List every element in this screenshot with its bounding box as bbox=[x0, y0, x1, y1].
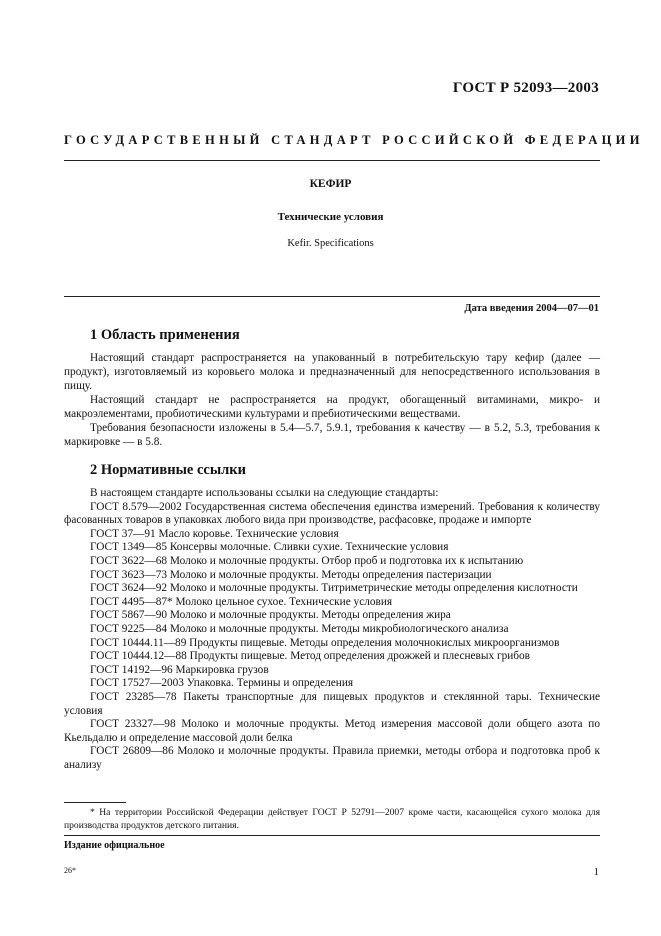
state-standard-title: ГОСУДАРСТВЕННЫЙ СТАНДАРТ РОССИЙСКОЙ ФЕДЕРАЦИИ bbox=[64, 133, 644, 147]
document-code: ГОСТ Р 52093—2003 bbox=[452, 80, 599, 96]
header-divider bbox=[64, 160, 600, 161]
reference-item: ГОСТ 1349—85 Консервы молочные. Сливки сухие. Технические условия bbox=[90, 541, 449, 554]
footnote-divider bbox=[64, 802, 126, 803]
document-english-title: Kefir. Specifications bbox=[287, 238, 374, 249]
reference-item: ГОСТ 17527—2003 Упаковка. Термины и определения bbox=[90, 677, 354, 690]
footer-divider bbox=[64, 835, 600, 836]
reference-item: ГОСТ 10444.12—88 Продукты пищевые. Метод определения дрожжей и плесневых грибов bbox=[90, 650, 531, 663]
section-2-heading: 2 Нормативные ссылки bbox=[90, 462, 246, 478]
print-sheet-marker: 26* bbox=[64, 866, 76, 875]
document-title: КЕФИР bbox=[309, 178, 352, 190]
section-1-paragraph: Требования безопасности изложены в 5.4—5.7, 5.9.1, требования к качеству — в 5.2, 5.3, требования к маркировке — в 5.8. bbox=[64, 422, 600, 448]
reference-item: ГОСТ 23327—98 Молоко и молочные продукты. Метод измерения массовой доли общего азота по Кьельдалю и определение массовой доли белка bbox=[64, 718, 600, 744]
references-intro: В настоящем стандарте использованы ссылки на следующие стандарты: bbox=[90, 487, 439, 499]
section-1-paragraph: Настоящий стандарт не распространяется на продукт, обогащенный витаминами, микро- и макроэлементами, пробиотическими культурами и пребиотическими веществами. bbox=[64, 394, 600, 420]
reference-item: ГОСТ 3623—73 Молоко и молочные продукты. Методы определения пастеризации bbox=[90, 568, 492, 581]
reference-item: ГОСТ 4495—87* Молоко цельное сухое. Технические условия bbox=[90, 595, 393, 608]
official-edition-label: Издание официальное bbox=[64, 840, 165, 851]
reference-item: ГОСТ 5867—90 Молоко и молочные продукты. Методы определения жира bbox=[90, 609, 451, 622]
section-1-body bbox=[64, 351, 600, 449]
reference-item: ГОСТ 8.579—2002 Государственная система обеспечения единства измерений. Требования к количеству фасованных товаров в упаковках любого вида при производстве, расфасовке, продаже и импорте bbox=[64, 500, 600, 527]
references-list bbox=[64, 487, 600, 772]
introduction-date: Дата введения 2004—07—01 bbox=[464, 303, 599, 314]
title-divider bbox=[64, 296, 600, 297]
reference-item: ГОСТ 3622—68 Молоко и молочные продукты. Отбор проб и подготовка их к испытанию bbox=[90, 554, 524, 567]
reference-item: ГОСТ 3624—92 Молоко и молочные продукты. Титриметрические методы определения кислотности bbox=[90, 582, 578, 595]
footnote bbox=[64, 807, 600, 832]
reference-item: ГОСТ 26809—86 Молоко и молочные продукты. Правила приемки, методы отбора и подготовка проб к анализу bbox=[64, 745, 600, 771]
document-subtitle: Технические условия bbox=[277, 211, 384, 223]
section-1-paragraph: Настоящий стандарт распространяется на упакованный в потребительскую тару кефир (далее — продукт), изготовляемый из коровьего молока и предназначенный для непосредственного использования в пищу. bbox=[64, 352, 600, 392]
reference-item: ГОСТ 23285—78 Пакеты транспортные для пищевых продуктов и стеклянной тары. Технические условия bbox=[64, 690, 600, 717]
reference-item: ГОСТ 10444.11—89 Продукты пищевые. Методы определения молочнокислых микроорганизмов bbox=[90, 636, 560, 649]
reference-item: ГОСТ 9225—84 Молоко и молочные продукты. Методы микробиологического анализа bbox=[90, 622, 509, 635]
reference-item: ГОСТ 37—91 Масло коровье. Технические условия bbox=[90, 527, 339, 540]
footnote-text: * На территории Российской Федерации действует ГОСТ Р 52791—2007 кроме части, касающейся сухого молока для производства продуктов детского питания. bbox=[64, 807, 600, 831]
section-1-heading: 1 Область применения bbox=[90, 327, 240, 343]
page-number: 1 bbox=[593, 866, 599, 878]
reference-item: ГОСТ 14192—96 Маркировка грузов bbox=[90, 663, 269, 676]
